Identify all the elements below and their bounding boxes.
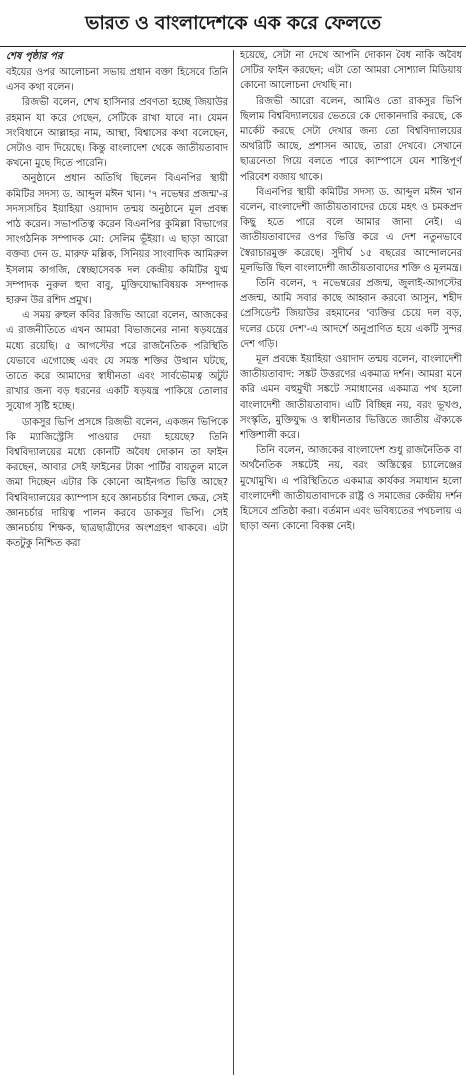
article-paragraph: তিনি বলেন, আজকের বাংলাদেশ শুধু রাজনৈতিক বা অর্থনৈতিক সঙ্কটেই নয়, বরং অস্তিত্বের চ্যালেঞ্জের মুখোমুখি। এ পরিস্থিতিতে একমাত্র কার্যকর সমাধান হলো বাংলাদেশী জাতীয়তাবাদকে রাষ্ট্র ও সমাজের কেন্দ্রীয় দর্শন হিসেবে প্রতিষ্ঠা করা। বর্তমান এবং ভবিষ্যতের পথচলায় এ ছাড়া অন্য কোনো বিকল্প নেই। (240, 445, 462, 533)
article-paragraph: বিএনপির স্থায়ী কমিটির সদস্য ড. আব্দুল মঈন খান বলেন, বাংলাদেশী জাতীয়তাবাদের চেয়ে মহৎ ও চমকপ্রদ কিছু হতে পারে বলে আমার জানা নেই। এ জাতীয়তাবাদের ওপর ভিত্তি করে এ দেশ নতুনভাবে স্বৈরাচারমুক্ত করেছে। সুদীর্ঘ ১৫ বছরের আন্দোলনের মূলভিত্তি ছিল বাংলাদেশী জাতীয়তাবাদের শক্তি ও মূলমন্ত্র। (240, 186, 462, 274)
article-paragraph: রিজভী বলেন, শেখ হাসিনার প্রবণতা হচ্ছে জিয়াউর রহমান যা করে গেছেন, সেটিকে রাখা যাবে না। যেমন সংবিধানে আল্লাহর নাম, আস্থা, বিশ্বাসের কথা বলেছেন, সেটাও বাদ দিয়েছে। কিন্তু বাংলাদেশ থেকে জাতীয়তাবাদ কখনো মুছে দিতে পারেনি। (6, 97, 228, 170)
continued-from-label: শেষ পৃষ্ঠার পর (6, 51, 63, 62)
article-paragraph: তিনি বলেন, ৭ নভেম্বরের প্রজন্ম, জুলাই-আগস্টের প্রজন্ম, আমি সবার কাছে আহ্বান করবো আসুন, শহীদ প্রেসিডেন্ট জিয়াউর রহমানের 'ব্যক্তির চেয়ে দল বড়, দলের চেয়ে দেশ'-এ আদর্শে অনুপ্রাণিত হয়ে একটি সুন্দর দেশ গড়ি। (240, 278, 462, 350)
article-paragraph: হয়েছে, সেটা না দেখে আপনি দোকান বৈধ নাকি অবৈধ সেটির ফাইন করছেন; এটা তো আমরা সোশ্যাল মিডিয়ায় কোনো আলোচনা দেখছি না। (240, 50, 462, 92)
article-headline: ভারত ও বাংলাদেশকে এক করে ফেলতে (0, 0, 466, 47)
article-paragraph: ডাকসুর ভিপি প্রসঙ্গে রিজভী বলেন, একজন ভিপিকে কি ম্যাজিস্ট্রেসি পাওয়ার দেয়া হয়েছে? তিনি বিশ্ববিদ্যালয়ের মধ্যে কোনটি অবৈধ দোকান তা ফাইন করছেন, আবার সেই ফাইনের টাকা পার্টির বায়তুল মালে জমা দিচ্ছেন এটার কি কোনো আইনগত ভিত্তি আছে? বিশ্ববিদ্যালয়ের ক্যাম্পাস হবে জ্ঞানচর্চার বিশাল ক্ষেত্র, সেই জ্ঞানচর্চার দায়িত্ব পালন করবে ডাকসুর ভিপি। সেই জ্ঞানচর্চায় শিক্ষক, ছাত্রছাত্রীদের অংশগ্রহণ থাকবে। এটা কতটুকু নিশ্চিত করা (6, 416, 228, 550)
article-paragraph: অনুষ্ঠানে প্রধান অতিথি ছিলেন বিএনপির স্থায়ী কমিটির সদস্য ড. আব্দুল মঈন খান। '৭ নভেম্বর প্রজন্ম'-র সদস্যসচিব ইয়াহিয়া ওয়াদাদ তন্ময় অনুষ্ঠানে মূল প্রবন্ধ পাঠ করেন। সভাপতিত্ব করেন বিএনপির কুমিল্লা বিভাগের সাংগঠনিক সম্পাদক মো: সেলিম ভূঁইয়া। এ ছাড়া আরো বক্তব্য দেন ড. মারুফ মল্লিক, সিনিয়র সাংবাদিক আমিরুল ইসলাম কাগজি, স্বেচ্ছাসেবক দল কেন্দ্রীয় কমিটির যুগ্ম সম্পাদক নুরুল হুদা বাবু, মুক্তিযোদ্ধাবিষয়ক সম্পাদক হারুন উর রশিদ প্রমুখ। (6, 173, 228, 307)
right-column (240, 46, 462, 1081)
article-paragraph: মূল প্রবন্ধে ইয়াহিয়া ওয়াদাদ তন্ময় বলেন, বাংলাদেশী জাতীয়তাবাদ: সঙ্কট উত্তরণের একমাত্র দর্শন। আমরা মনে করি এমন বহুমুখী সঙ্কটে সমাধানের একমাত্র পথ হলো বাংলাদেশী জাতীয়তাবাদ। এটি বিচ্ছিন্ন নয়, বরং ভূখণ্ড, সংস্কৃতি, মুক্তিযুদ্ধ ও স্বাধীনতার ভিত্তিতে জাতীয় ঐক্যকে শক্তিশালী করে। (240, 354, 462, 442)
article-paragraph: বইয়ের ওপর আলোচনা সভায় প্রধান বক্তা হিসেবে তিনি এসব কথা বলেন। (6, 67, 228, 94)
column-divider (233, 50, 234, 1075)
left-column (6, 46, 228, 1081)
article-paragraph: রিজভী আরো বলেন, আমিও তো রাকসুর ভিপি ছিলাম বিশ্ববিদ্যালয়ের ভেতরে কে দোকানদারি করছে, কে মার্কেট করছে সেটা দেখার জন্য তো বিশ্ববিদ্যালয়ের অথরিটি আছে, প্রশাসন আছে, তারা দেখবে। সেখানে ছাত্রনেতা গিয়ে বলতে পারে ক্যাম্পাসে যেন শান্তিপূর্ণ পরিবেশ বজায় থাকে। (240, 95, 462, 183)
article-paragraph: এ সময় রুহুল কবির রিজভি আরো বলেন, আজকের এ রাজনীতিতে এখন আমরা বিভাজনের নানা ষড়যন্ত্রের মধ্যে রয়েছি। ৫ আগস্টের পরে রাজনৈতিক পরিস্থিতি যেভাবে এগোচ্ছে এবং যে সমস্ত শক্তির উত্থান ঘটছে, তাতে করে আমাদের স্বাধীনতা এবং সার্বভৌমত্ব অটুট রাখার জন্য বড় ধরনের একটি ষড়যন্ত্র পাকিয়ে তোলার সুযোগ সৃষ্টি হচ্ছে। (6, 310, 228, 413)
